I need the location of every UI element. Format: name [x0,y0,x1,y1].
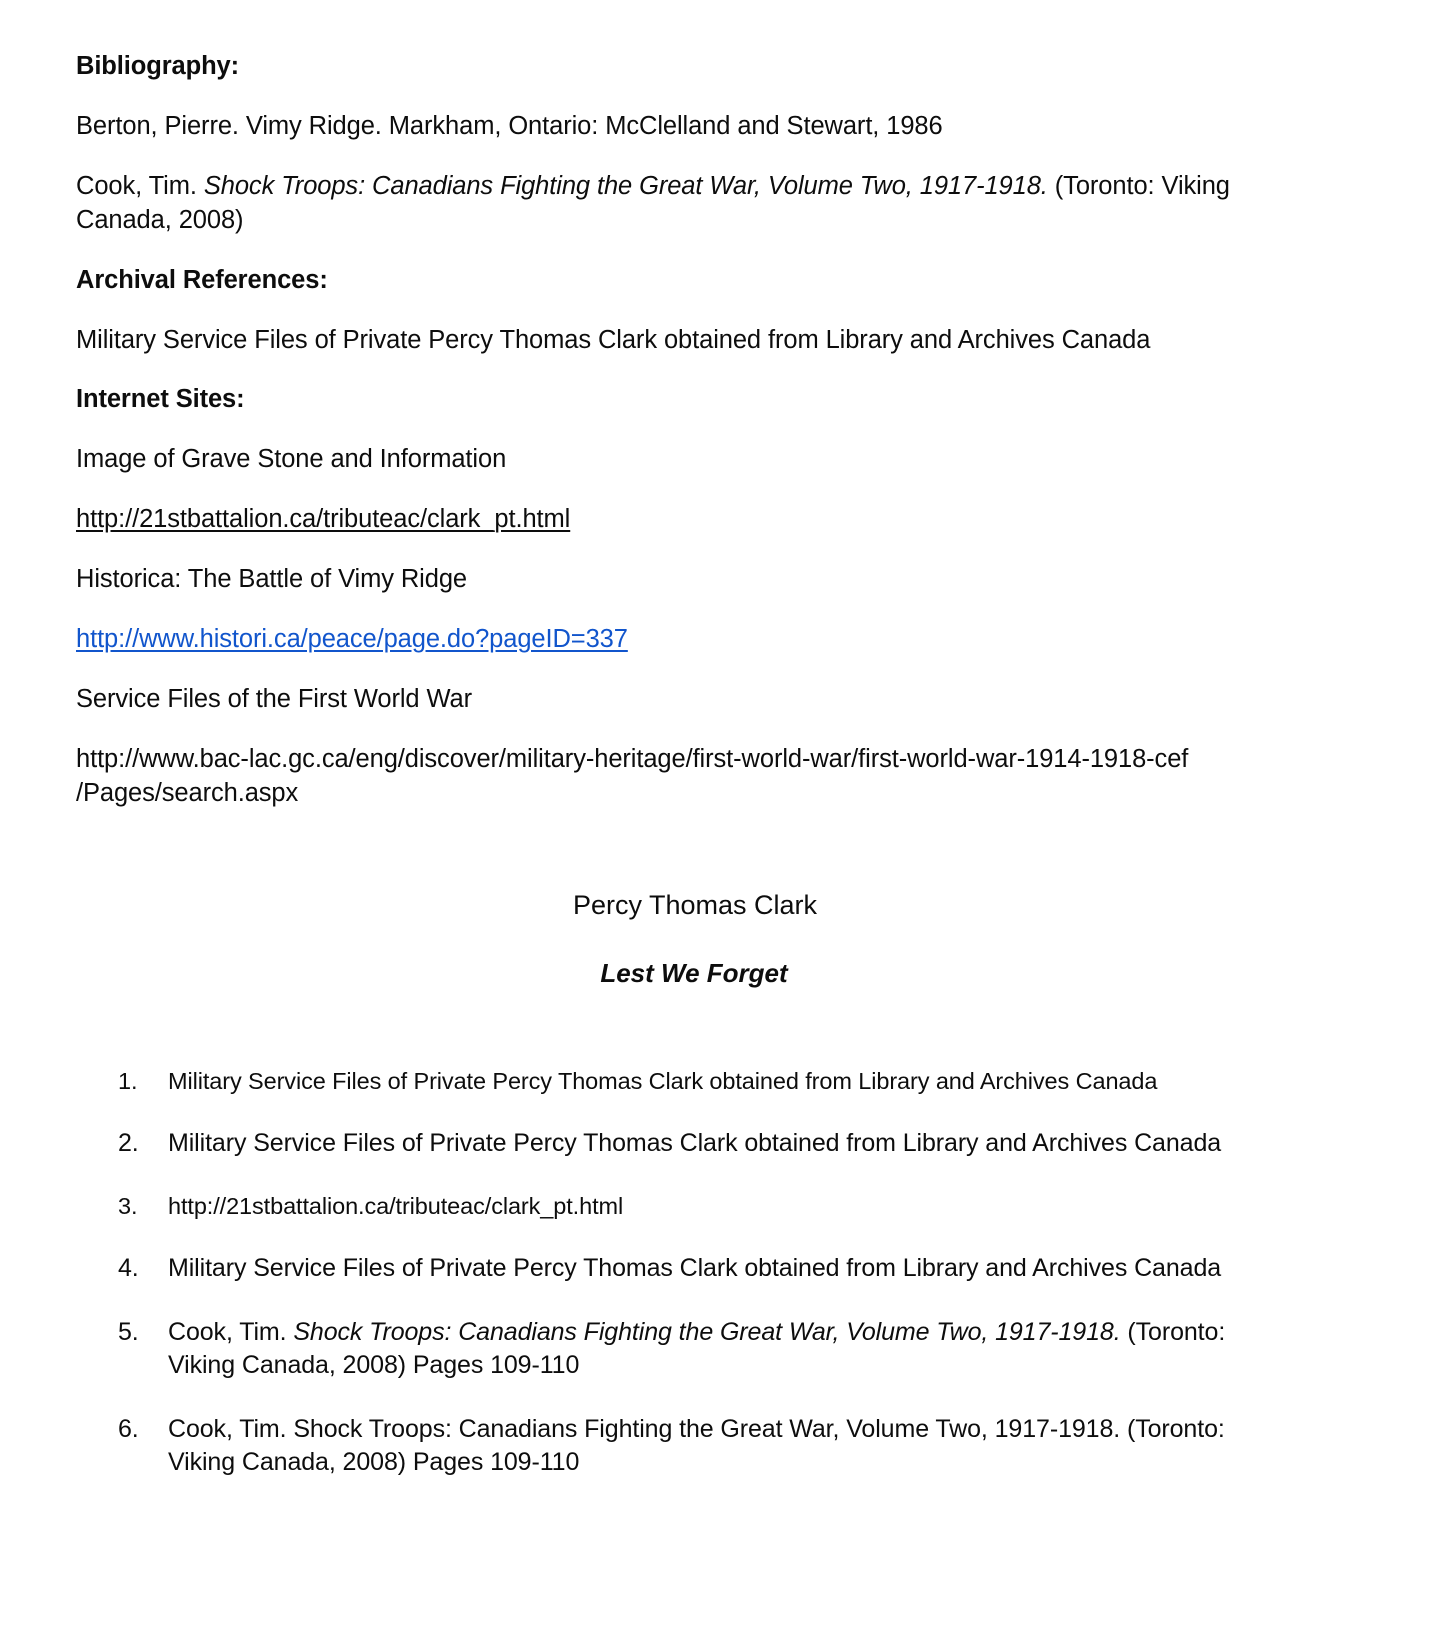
list-item-text: Military Service Files of Private Percy Thomas Clark obtained from Library and Archives Canada [168,1129,1222,1158]
grave-stone-url-link[interactable]: http://21stbattalion.ca/tributeac/clark_pt.html [76,505,571,534]
list-item-marker: 3. [118,1192,138,1219]
historica-label: Historica: The Battle of Vimy Ridge [76,565,467,594]
list-item-marker: 2. [118,1129,139,1158]
endnotes-list [118,1066,1298,1510]
cook-entry-suffix: (Toronto: Viking Canada, 2008) [76,171,1230,234]
list-item [118,1066,1298,1097]
historica-url-link[interactable]: http://www.histori.ca/peace/page.do?pageID=337 [76,625,628,654]
list-item-marker: 6. [118,1414,139,1443]
list-item-prefix: Cook, Tim. [168,1317,294,1346]
archival-references-heading: Archival References: [76,265,328,294]
list-item [118,1191,1298,1222]
archival-references-entry: Military Service Files of Private Percy Thomas Clark obtained from Library and Archives Canada [76,325,1151,354]
list-item-marker: 5. [118,1317,139,1346]
list-item-text: http://21stbattalion.ca/tributeac/clark_pt.html [168,1192,624,1219]
list-item-marker: 1. [118,1068,138,1094]
bibliography-entry-berton: Berton, Pierre. Vimy Ridge. Markham, Ontario: McClelland and Stewart, 1986 [76,111,943,140]
list-item-text: Military Service Files of Private Percy Thomas Clark obtained from Library and Archives Canada [168,1254,1222,1283]
list-item-text: Military Service Files of Private Percy Thomas Clark obtained from Library and Archives Canada [168,1068,1158,1094]
service-files-url: http://www.bac-lac.gc.ca/eng/discover/military-heritage/first-world-war/first-world-war-1914-1918-cef /Pages/search.aspx [76,744,1189,807]
cook-entry-title: Shock Troops: Canadians Fighting the Great War, Volume Two, 1917-1918. [203,171,1048,200]
memorial-block [0,888,1450,991]
list-item [118,1316,1298,1383]
list-item [118,1252,1298,1286]
list-item [118,1413,1298,1480]
grave-stone-label: Image of Grave Stone and Information [76,445,507,474]
internet-sites-heading: Internet Sites: [76,385,245,414]
cook-entry-prefix: Cook, Tim. [76,171,204,200]
bibliography-heading: Bibliography: [76,52,240,80]
list-item-marker: 4. [118,1254,139,1283]
document-body-column [76,50,1266,837]
list-item-title: Shock Troops: Canadians Fighting the Great War, Volume Two, 1917-1918. [293,1317,1121,1346]
list-item-suffix: (Toronto: Viking Canada, 2008) Pages 109-110 [168,1317,1226,1380]
list-item-text: Cook, Tim. Shock Troops: Canadians Fighting the Great War, Volume Two, 1917-1918. (Toronto: Viking Canada, 2008) Pages 109-110 [168,1414,1225,1477]
service-files-label: Service Files of the First World War [76,684,472,713]
bibliography-entry-cook [76,170,1266,238]
list-item [118,1127,1298,1161]
memorial-title: Percy Thomas Clark [572,890,818,920]
memorial-subtitle: Lest We Forget [600,958,788,989]
